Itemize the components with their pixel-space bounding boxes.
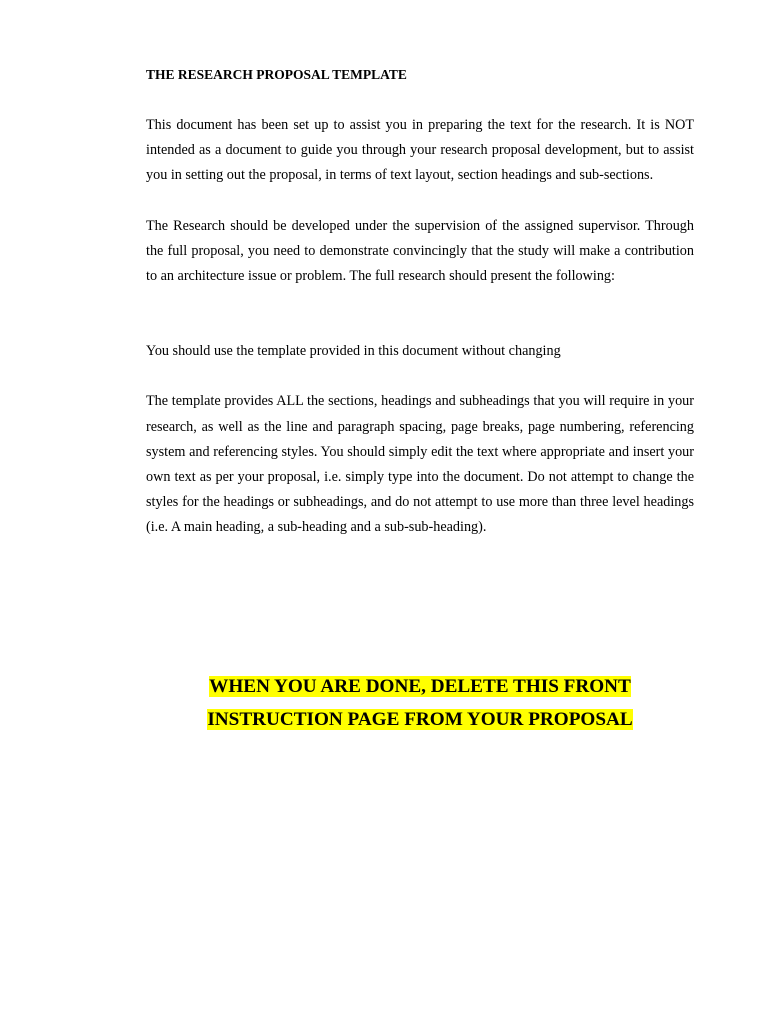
delete-instruction-notice	[146, 670, 694, 736]
intro-paragraph: This document has been set up to assist you in preparing the text for the research. It is NOT intended as a document to guide you through your research proposal development, but to assist you in setting out the proposal, in terms of text layout, section headings and sub-sections.	[146, 117, 694, 184]
document-title: THE RESEARCH PROPOSAL TEMPLATE	[146, 67, 407, 82]
template-usage-paragraph: You should use the template provided in this document without changing	[146, 343, 561, 360]
supervision-paragraph: The Research should be developed under the supervision of the assigned supervisor. Through the full proposal, you need to demonstrate convincingly that the study will make a contribution to an architecture issue or problem. The full research should present the following:	[146, 217, 694, 285]
template-details-paragraph: The template provides ALL the sections, headings and subheadings that you will require in your research, as well as the line and paragraph spacing, page breaks, page numbering, referencing system and referencing styles. You should simply edit the text where appropriate and insert your own text as per your proposal, i.e. simply type into the document. Do not attempt to change the styles for the headings or subheadings, and do not attempt to use more than three level headings (i.e. A main heading, a sub-heading and a sub-sub-heading).	[146, 393, 694, 536]
notice-line-1: WHEN YOU ARE DONE, DELETE THIS FRONT	[209, 676, 631, 697]
document-body	[146, 62, 694, 541]
notice-line-2: INSTRUCTION PAGE FROM YOUR PROPOSAL	[207, 709, 633, 730]
